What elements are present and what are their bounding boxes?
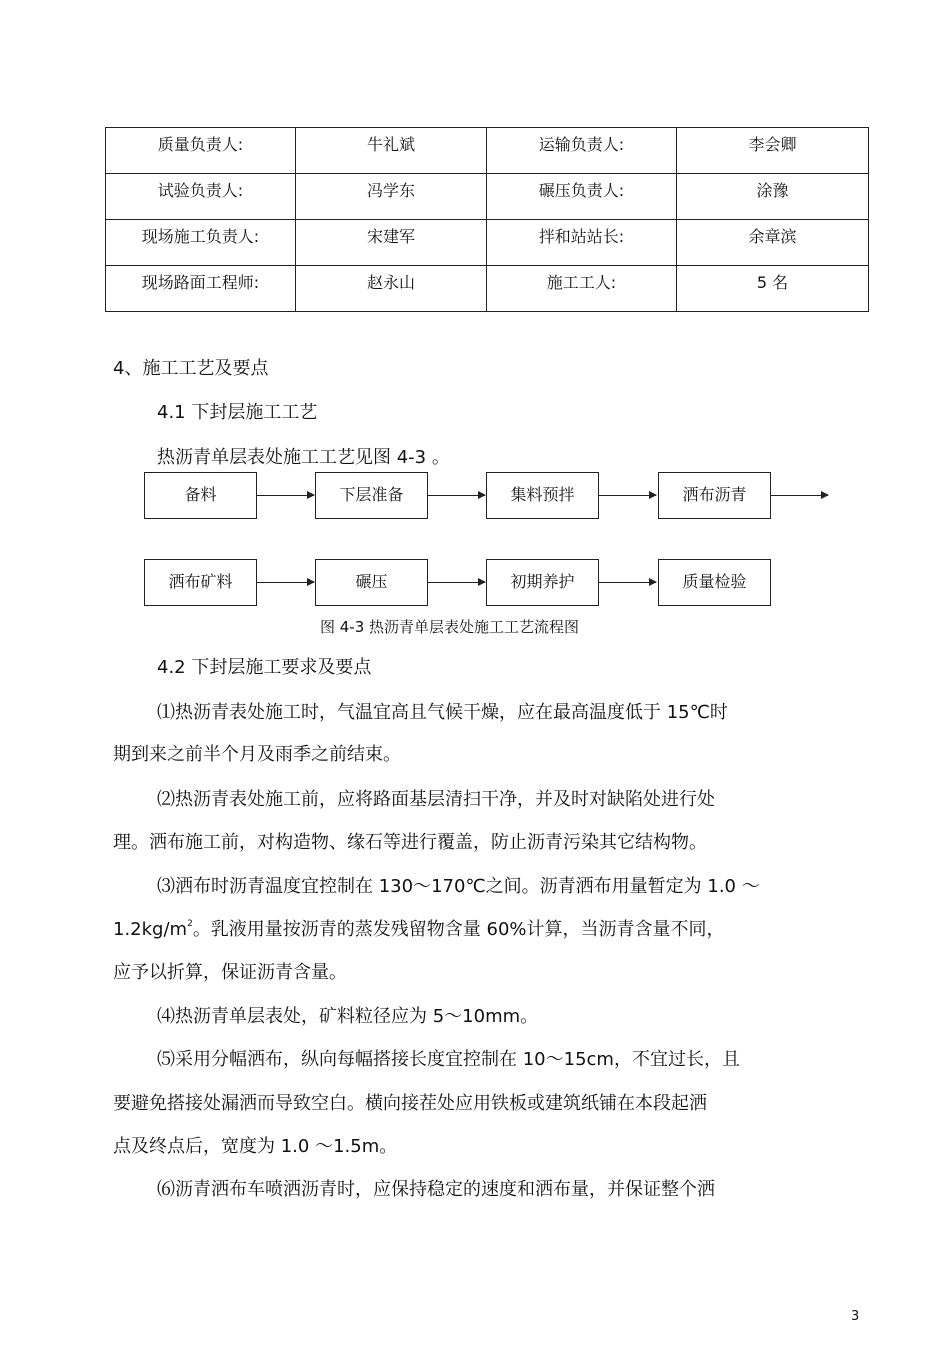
paragraph-line: ⑶洒布时沥青温度宜控制在 130～170℃之间。沥青洒布用量暂定为 1.0 ～ bbox=[157, 876, 760, 897]
flow-step-1: 备料 bbox=[144, 472, 257, 519]
table-cell: 现场施工负责人: bbox=[106, 220, 296, 266]
figure-caption: 图 4-3 热沥青单层表处施工工艺流程图 bbox=[320, 618, 580, 636]
staff-table bbox=[105, 127, 869, 312]
table-cell: 宋建军 bbox=[296, 220, 487, 266]
flow-arrow bbox=[257, 495, 314, 496]
page-number: 3 bbox=[851, 1309, 860, 1324]
table-cell: 现场路面工程师: bbox=[106, 266, 296, 312]
table-cell: 涂豫 bbox=[677, 174, 869, 220]
table-row bbox=[106, 220, 869, 266]
paragraph-line: ⑸采用分幅洒布，纵向每幅搭接长度宜控制在 10～15cm，不宜过长，且 bbox=[157, 1049, 740, 1070]
flow-step-5: 洒布矿料 bbox=[144, 559, 257, 606]
table-row bbox=[106, 266, 869, 312]
paragraph-line: $1.2kg/m^2$。乳液用量按沥青的蒸发残留物含量 60%计算，当沥青含量不同， bbox=[113, 919, 725, 940]
paragraph-line: ⑹沥青洒布车喷洒沥青时，应保持稳定的速度和洒布量，并保证整个洒 bbox=[157, 1179, 715, 1200]
flow-arrow bbox=[257, 582, 314, 583]
table-cell: 质量负责人: bbox=[106, 128, 296, 174]
table-cell: 运输负责人: bbox=[487, 128, 677, 174]
flow-arrow bbox=[599, 582, 656, 583]
table-cell: 碾压负责人: bbox=[487, 174, 677, 220]
paragraph-line: ⑷热沥青单层表处，矿料粒径应为 5～10mm。 bbox=[157, 1006, 539, 1027]
flow-step-8: 质量检验 bbox=[658, 559, 771, 606]
flow-step-7: 初期养护 bbox=[486, 559, 599, 606]
table-cell: 余章滨 bbox=[677, 220, 869, 266]
superscript: 2 bbox=[187, 919, 193, 929]
subsection-heading: 4.1 下封层施工工艺 bbox=[157, 402, 318, 423]
flow-step-4: 洒布沥青 bbox=[658, 472, 771, 519]
table-cell: 牛礼斌 bbox=[296, 128, 487, 174]
paragraph-line: ⑴热沥青表处施工时，气温宜高且气候干燥，应在最高温度低于 15℃时 bbox=[157, 702, 728, 723]
paragraph-line: 期到来之前半个月及雨季之前结束。 bbox=[113, 744, 401, 765]
section-heading: 4、施工工艺及要点 bbox=[113, 358, 269, 379]
table-row bbox=[106, 128, 869, 174]
table-cell: 赵永山 bbox=[296, 266, 487, 312]
flow-arrow bbox=[771, 495, 828, 496]
flow-step-6: 碾压 bbox=[315, 559, 428, 606]
paragraph-line: 要避免搭接处漏洒而导致空白。横向接茬处应用铁板或建筑纸铺在本段起洒 bbox=[113, 1093, 707, 1114]
paragraph-line: 应予以折算，保证沥青含量。 bbox=[113, 962, 347, 983]
intro-text: 热沥青单层表处施工工艺见图 4-3 。 bbox=[157, 447, 450, 468]
table-cell: 拌和站站长: bbox=[487, 220, 677, 266]
table-cell: 试验负责人: bbox=[106, 174, 296, 220]
table-cell: 冯学东 bbox=[296, 174, 487, 220]
subsection-heading: 4.2 下封层施工要求及要点 bbox=[157, 657, 372, 678]
table-row bbox=[106, 174, 869, 220]
flow-step-3: 集料预拌 bbox=[486, 472, 599, 519]
paragraph-line: 理。洒布施工前，对构造物、缘石等进行覆盖，防止沥青污染其它结构物。 bbox=[113, 832, 707, 853]
table-cell: 施工工人: bbox=[487, 266, 677, 312]
flow-arrow bbox=[428, 582, 485, 583]
paragraph-line: 点及终点后，宽度为 1.0 ～1.5m。 bbox=[113, 1136, 398, 1157]
flow-step-2: 下层准备 bbox=[315, 472, 428, 519]
paragraph-line: ⑵热沥青表处施工前，应将路面基层清扫干净，并及时对缺陷处进行处 bbox=[157, 789, 715, 810]
table-cell: 5 名 bbox=[677, 266, 869, 312]
table-cell: 李会卿 bbox=[677, 128, 869, 174]
flow-arrow bbox=[428, 495, 485, 496]
flow-arrow bbox=[599, 495, 656, 496]
